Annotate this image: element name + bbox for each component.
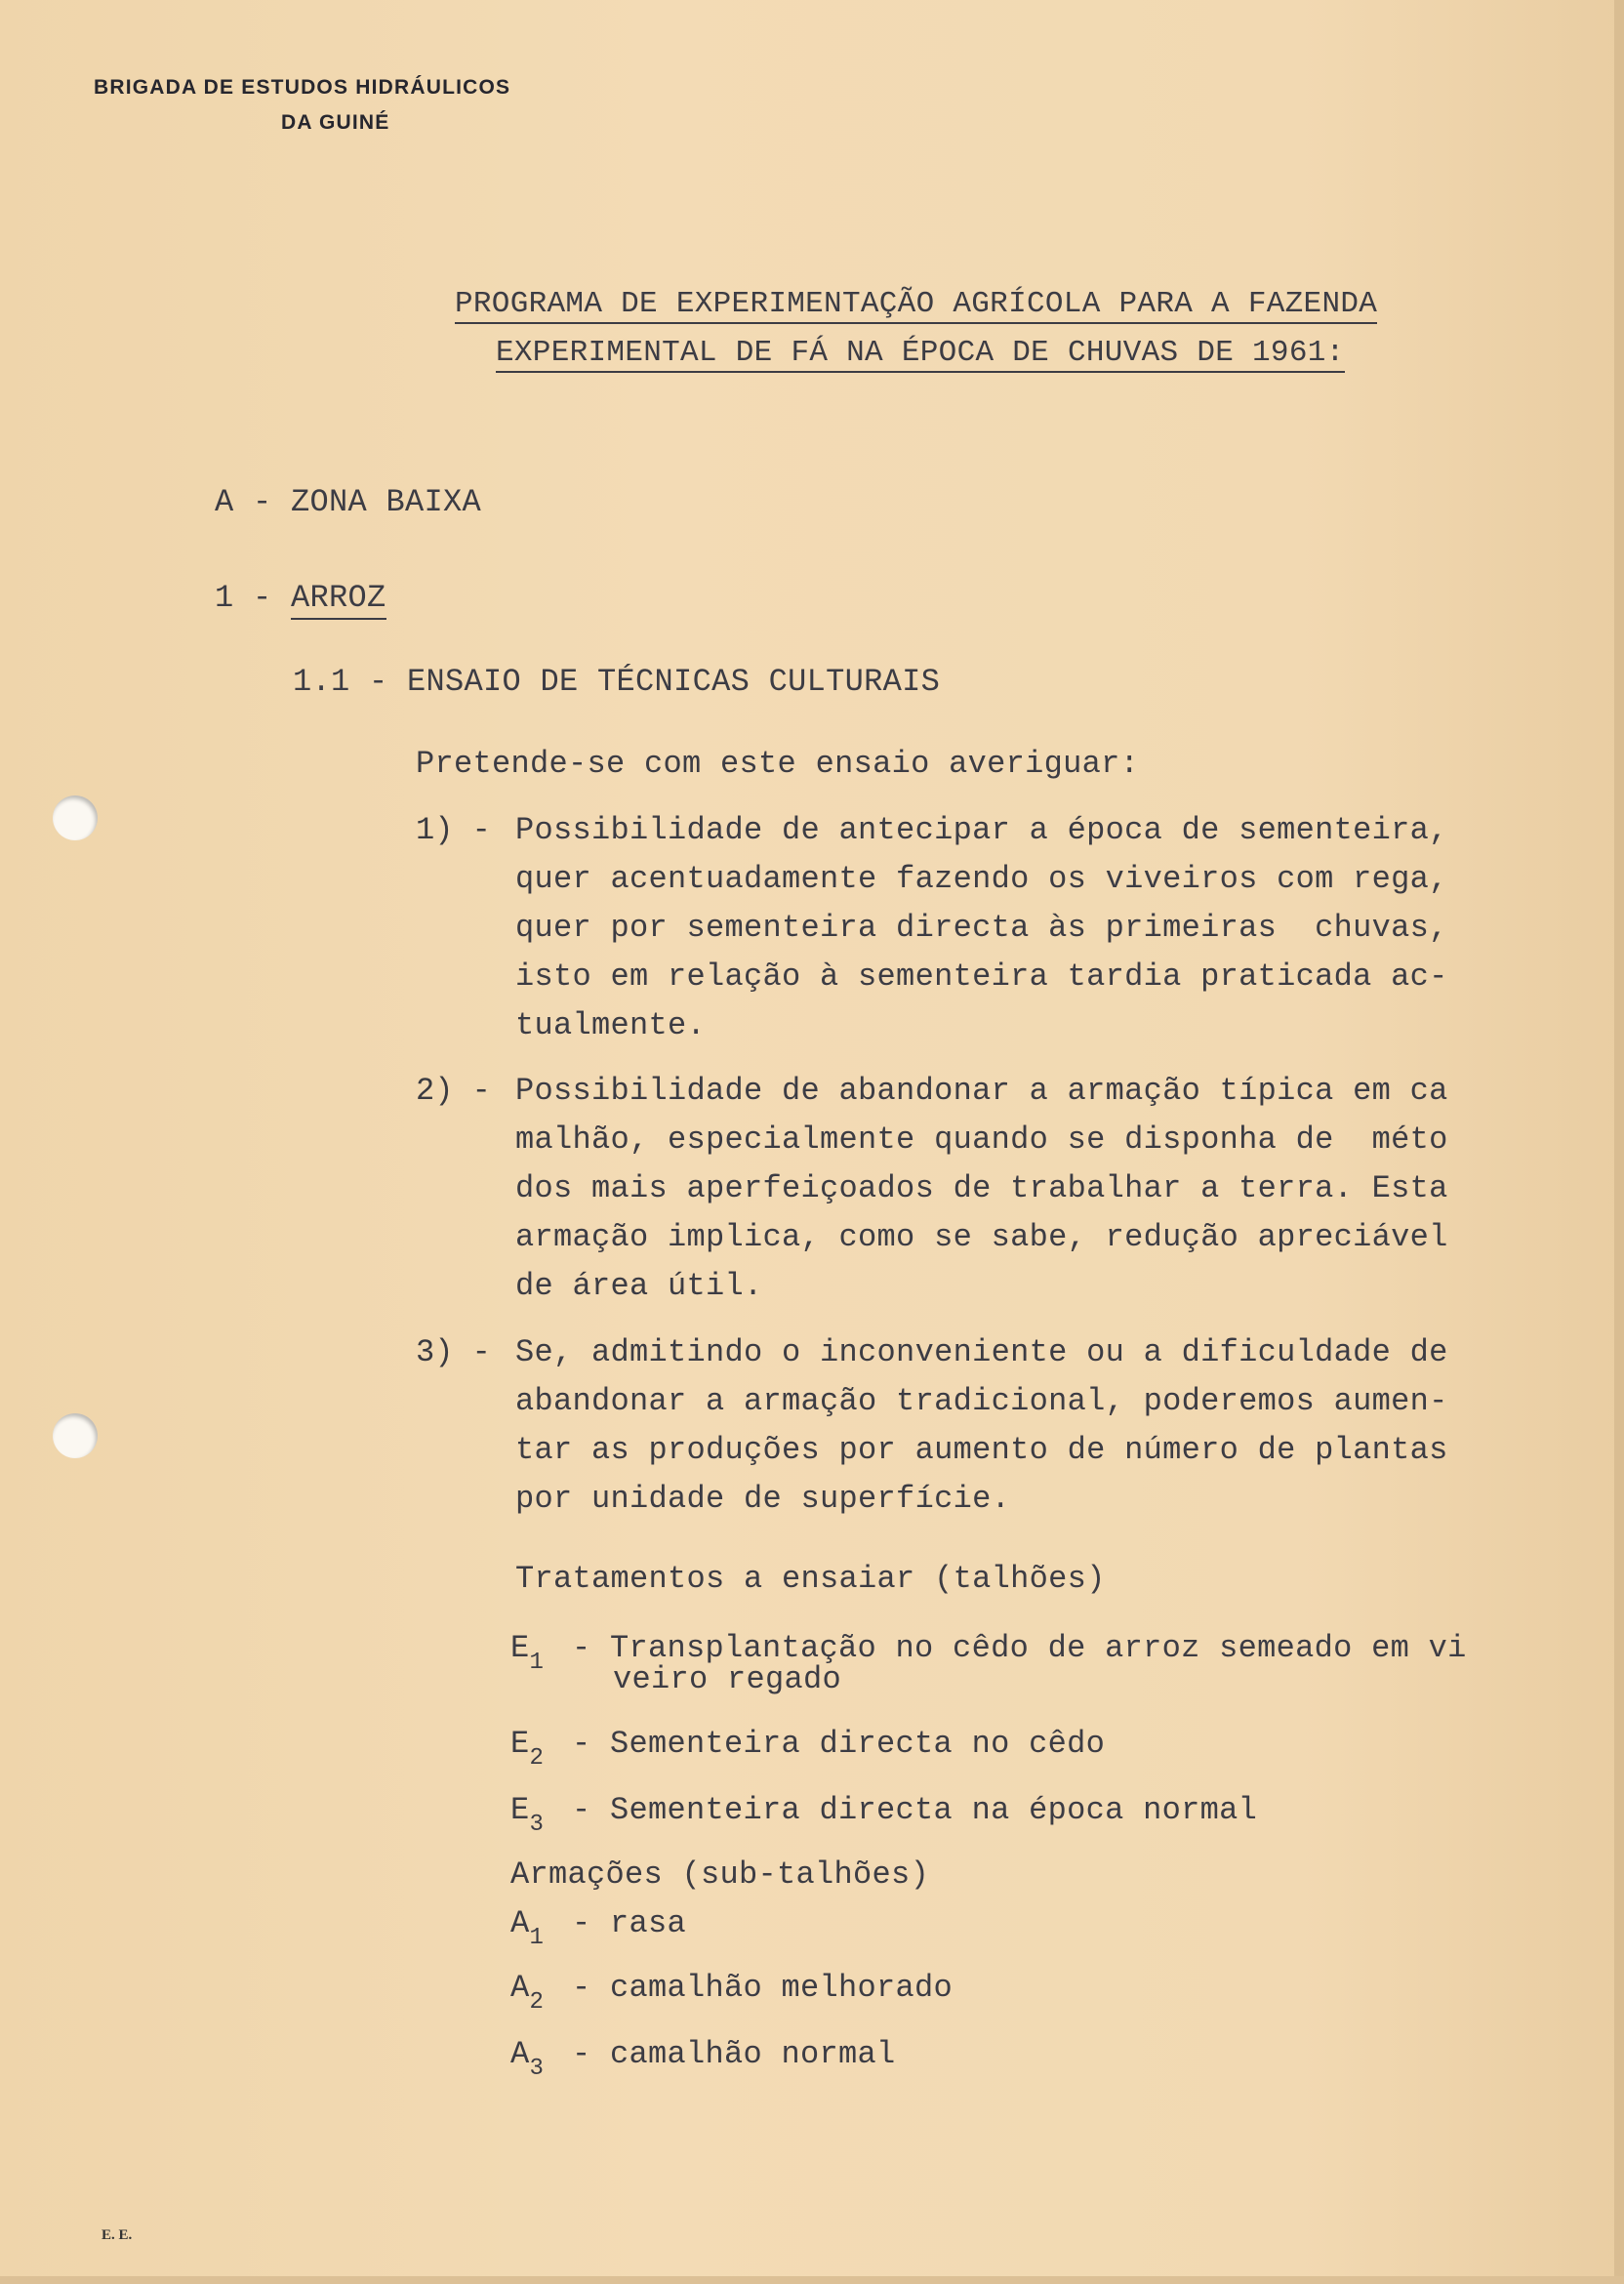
treatment-e1-continuation: veiro regado [613,1661,842,1697]
document-title-line-1: PROGRAMA DE EXPERIMENTAÇÃO AGRÍCOLA PARA A FAZENDA [455,287,1377,324]
list-item-number: 1) - [416,812,491,848]
list-item-line: quer por sementeira directa às primeiras chuvas, [515,910,1448,946]
subsection-heading: 1.1 - ENSAIO DE TÉCNICAS CULTURAIS [293,664,941,700]
list-item-line: tualmente. [515,1007,707,1043]
list-item-line: armação implica, como se sabe, redução apreciável [515,1219,1448,1255]
section-heading-arroz [215,580,386,616]
document-title-line-2: EXPERIMENTAL DE FÁ NA ÉPOCA DE CHUVAS DE 1961: [496,336,1345,373]
treatment-subscript: 3 [529,1812,545,1838]
paper-edge [1614,0,1624,2284]
armacao-subscript: 1 [529,1925,545,1951]
section-label-arroz: ARROZ [291,580,386,620]
letterhead-line-2: DA GUINÉ [281,111,390,134]
footer-initials: E. E. [102,2227,133,2243]
punch-hole [53,1413,98,1458]
list-item-line: quer acentuadamente fazendo os viveiros com rega, [515,861,1448,897]
treatment-e3 [510,1792,545,1838]
treatment-e3-text: - Sementeira directa na época normal [572,1792,1258,1828]
armacao-letter: A [510,1905,530,1941]
treatment-letter: E [510,1630,530,1666]
list-item-line: de área útil. [515,1268,763,1304]
treatment-e2-text: - Sementeira directa no cêdo [572,1726,1106,1762]
treatments-heading: Tratamentos a ensaiar (talhões) [515,1561,1106,1597]
list-item-line: malhão, especialmente quando se disponha de méto [515,1122,1448,1158]
punch-hole [53,795,98,840]
list-item-line: Se, admitindo o inconveniente ou a dificuldade de [515,1334,1448,1370]
armacao-a1-text: - rasa [572,1905,687,1941]
treatment-letter: E [510,1726,530,1762]
armacao-subscript: 2 [529,1989,545,2016]
treatment-e1 [510,1630,545,1676]
armacao-letter: A [510,2036,530,2072]
list-item-line: Possibilidade de abandonar a armação típica em ca [515,1073,1448,1109]
armacao-a1 [510,1905,545,1951]
list-item-line: isto em relação à sementeira tardia praticada ac- [515,958,1448,995]
treatment-subscript: 2 [529,1745,545,1772]
armacao-a2-text: - camalhão melhorado [572,1970,954,2006]
treatment-subscript: 1 [529,1650,545,1676]
armacao-a2 [510,1970,545,2016]
treatment-e1-text: - Transplantação no cêdo de arroz semeado em vi [572,1630,1467,1666]
list-item-number: 2) - [416,1073,491,1109]
list-item-line: por unidade de superfície. [515,1481,1011,1517]
section-number: 1 - [215,580,292,616]
armacoes-heading: Armações (sub-talhões) [510,1856,930,1893]
list-item-line: Possibilidade de antecipar a época de sementeira, [515,812,1448,848]
intro-text: Pretende-se com este ensaio averiguar: [416,746,1140,782]
treatment-letter: E [510,1792,530,1828]
list-item-line: dos mais aperfeiçoados de trabalhar a terra. Esta [515,1170,1448,1206]
list-item-line: tar as produções por aumento de número de plantas [515,1432,1448,1468]
armacao-a3 [510,2036,545,2082]
section-heading-zona-baixa: A - ZONA BAIXA [215,484,482,520]
list-item-number: 3) - [416,1334,491,1370]
list-item-line: abandonar a armação tradicional, poderemos aumen- [515,1383,1448,1419]
treatment-e2 [510,1726,545,1772]
armacao-subscript: 3 [529,2056,545,2082]
paper-edge [0,2276,1624,2284]
letterhead-line-1: BRIGADA DE ESTUDOS HIDRÁULICOS [94,76,511,99]
armacao-a3-text: - camalhão normal [572,2036,896,2072]
armacao-letter: A [510,1970,530,2006]
